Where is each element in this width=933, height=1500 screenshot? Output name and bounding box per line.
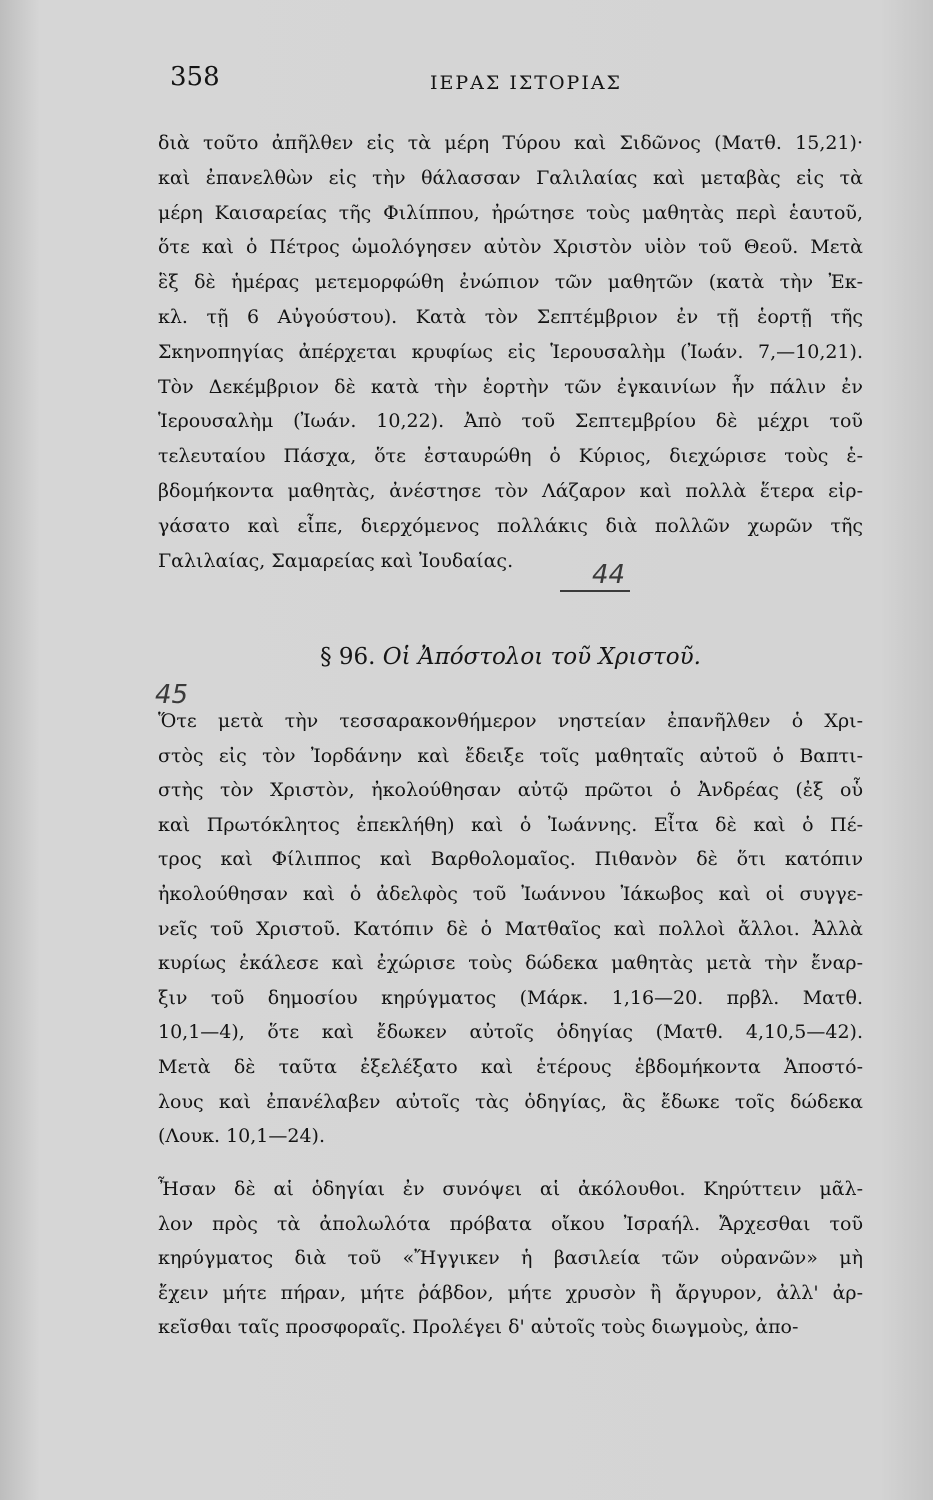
text-line: Μετὰ δὲ ταῦτα ἐξελέξατο καὶ ἑτέρους ἑβδομήκοντα Ἀποστό- xyxy=(158,1055,863,1078)
text-line: κηρύγματος διὰ τοῦ «Ἤγγικεν ἡ βασιλεία τῶν οὐρανῶν» μὴ xyxy=(158,1247,863,1270)
text-line: Σκηνοπηγίας ἀπέρχεται κρυφίως εἰς Ἱερουσαλὴμ (Ἰωάν. 7,—10,21). xyxy=(158,340,863,363)
margin-note-44: 44 xyxy=(592,560,626,590)
text-line: (Λουκ. 10,1—24). xyxy=(158,1125,326,1148)
text-line: βδομήκοντα μαθητὰς, ἀνέστησε τὸν Λάζαρον καὶ πολλὰ ἕτερα εἰρ- xyxy=(158,479,863,502)
text-line: ἔχειν μήτε πήραν, μήτε ῥάβδον, μήτε χρυσὸν ἢ ἄργυρον, ἀλλ' ἀρ- xyxy=(158,1281,863,1304)
paragraph-top xyxy=(158,126,863,578)
text-line: Ἱερουσαλὴμ (Ἰωάν. 10,22). Ἀπὸ τοῦ Σεπτεμβρίου δὲ μέχρι τοῦ xyxy=(158,410,863,433)
text-line: στὸς εἰς τὸν Ἰορδάνην καὶ ἔδειξε τοῖς μαθηταῖς αὐτοῦ ὁ Βαπτι- xyxy=(158,744,863,767)
text-line: στὴς τὸν Χριστὸν, ἠκολούθησαν αὐτῷ πρῶτοι ὁ Ἀνδρέας (ἐξ οὗ xyxy=(158,779,863,802)
text-line: κυρίως ἐκάλεσε καὶ ἐχώρισε τοὺς δώδεκα μαθητὰς μετὰ τὴν ἔναρ- xyxy=(158,952,863,975)
text-line: τρος καὶ Φίλιππος καὶ Βαρθολομαῖος. Πιθανὸν δὲ ὅτι κατόπιν xyxy=(158,848,863,871)
text-line: νεῖς τοῦ Χριστοῦ. Κατόπιν δὲ ὁ Ματθαῖος καὶ πολλοὶ ἄλλοι. Ἀλλὰ xyxy=(158,917,863,940)
text-line: λους καὶ ἐπανέλαβεν αὐτοῖς τὰς ὁδηγίας, ἃς ἔδωκε τοῖς δώδεκα xyxy=(158,1090,863,1113)
section-number: § 96. xyxy=(320,644,376,670)
paragraph-apostles xyxy=(158,704,863,1154)
margin-note-45: 45 xyxy=(155,680,189,710)
text-line: ἠκολούθησαν καὶ ὁ ἀδελφὸς τοῦ Ἰωάννου Ἰάκωβος καὶ οἱ συγγε- xyxy=(158,882,863,905)
page-number: 358 xyxy=(170,62,220,92)
text-line: Ὅτε μετὰ τὴν τεσσαρακονθήμερον νηστείαν ἐπανῆλθεν ὁ Χρι- xyxy=(158,710,863,732)
text-line: ἓξ δὲ ἡμέρας μετεμορφώθη ἐνώπιον τῶν μαθητῶν (κατὰ τὴν Ἐκ- xyxy=(158,271,863,294)
text-line: ξιν τοῦ δημοσίου κηρύγματος (Μάρκ. 1,16—20. πρβλ. Ματθ. xyxy=(158,986,863,1009)
text-line: τελευταίου Πάσχα, ὅτε ἐσταυρώθη ὁ Κύριος, διεχώρισε τοὺς ἑ- xyxy=(158,445,863,468)
text-line: λον πρὸς τὰ ἀπολωλότα πρόβατα οἴκου Ἰσραήλ. Ἄρχεσθαι τοῦ xyxy=(158,1212,863,1235)
text-line: Γαλιλαίας, Σαμαρείας καὶ Ἰουδαίας. xyxy=(158,549,514,572)
running-title: ΙΕΡΑΣ ΙΣΤΟΡΙΑΣ xyxy=(430,72,622,94)
text-line: καὶ Πρωτόκλητος ἐπεκλήθη) καὶ ὁ Ἰωάννης. Εἶτα δὲ καὶ ὁ Πέ- xyxy=(158,813,863,836)
text-line: Ἦσαν δὲ αἱ ὁδηγίαι ἐν συνόψει αἱ ἀκόλουθοι. Κηρύττειν μᾶλ- xyxy=(158,1178,863,1200)
section-heading xyxy=(158,644,863,670)
text-line: 10,1—4), ὅτε καὶ ἔδωκεν αὐτοῖς ὁδηγίας (Ματθ. 4,10,5—42). xyxy=(158,1021,863,1044)
paragraph-instructions xyxy=(158,1172,863,1345)
running-head xyxy=(170,62,870,102)
text-line: γάσατο καὶ εἶπε, διερχόμενος πολλάκις διὰ πολλῶν χωρῶν τῆς xyxy=(158,514,863,537)
section-title: Οἱ Ἀπόστολοι τοῦ Χριστοῦ. xyxy=(382,644,701,670)
pencil-stroke xyxy=(560,590,630,592)
text-line: Τὸν Δεκέμβριον δὲ κατὰ τὴν ἑορτὴν τῶν ἐγκαινίων ἦν πάλιν ἐν xyxy=(158,375,863,398)
text-line: κεῖσθαι ταῖς προσφοραῖς. Προλέγει δ' αὐτοῖς τοὺς διωγμοὺς, ἀπο- xyxy=(158,1316,799,1339)
text-line: καὶ ἐπανελθὼν εἰς τὴν θάλασσαν Γαλιλαίας καὶ μεταβὰς εἰς τὰ xyxy=(158,166,863,189)
text-line: διὰ τοῦτο ἀπῆλθεν εἰς τὰ μέρη Τύρου καὶ Σιδῶνος (Ματθ. 15,21)· xyxy=(158,132,863,154)
text-line: ὅτε καὶ ὁ Πέτρος ὡμολόγησεν αὐτὸν Χριστὸν υἱὸν τοῦ Θεοῦ. Μετὰ xyxy=(158,236,863,259)
text-line: μέρη Καισαρείας τῆς Φιλίππου, ἠρώτησε τοὺς μαθητὰς περὶ ἑαυτοῦ, xyxy=(158,201,863,224)
text-line: κλ. τῇ 6 Αὐγούστου). Κατὰ τὸν Σεπτέμβριον ἐν τῇ ἑορτῇ τῆς xyxy=(158,305,863,328)
